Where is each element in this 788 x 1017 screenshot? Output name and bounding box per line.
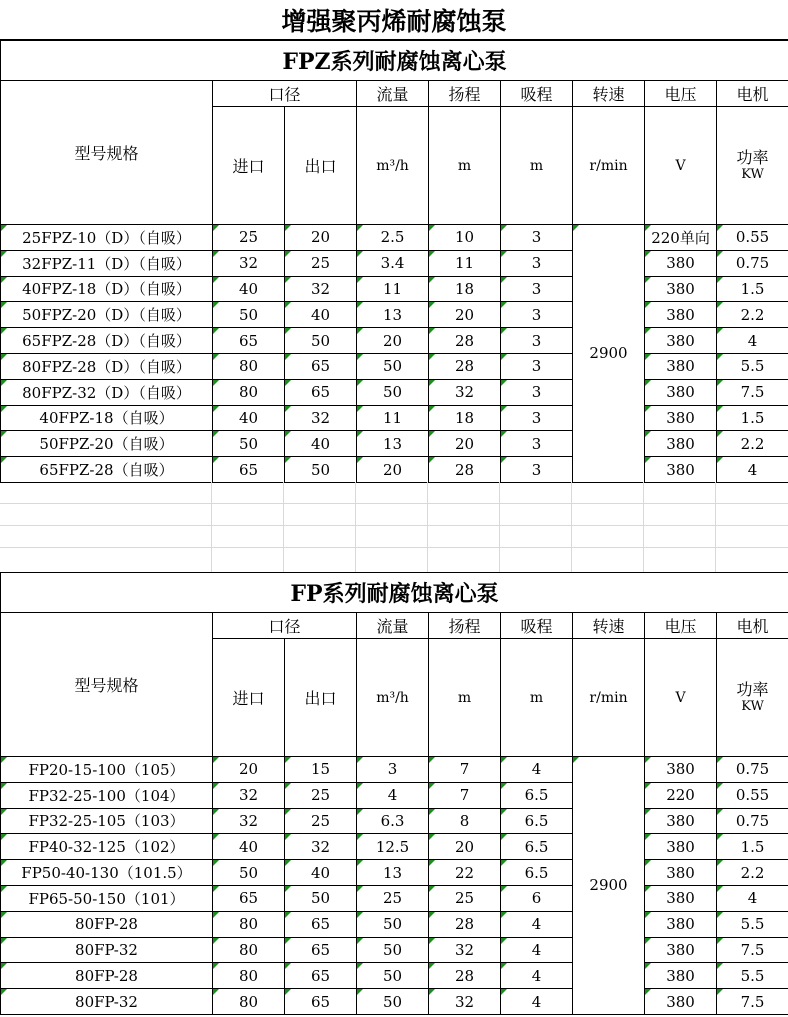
inlet-header: 进口 xyxy=(213,107,285,225)
speed-header: 转速 xyxy=(573,81,645,107)
head-cell: 7 xyxy=(429,782,501,808)
outlet-cell: 32 xyxy=(285,834,357,860)
flow-header: 流量 xyxy=(357,613,429,639)
table-row xyxy=(1,431,788,457)
model-cell: 65FPZ-28（D）（自吸） xyxy=(1,328,213,354)
motor-header: 电机 xyxy=(717,613,788,639)
power-cell: 0.55 xyxy=(717,225,788,251)
outlet-cell: 25 xyxy=(285,782,357,808)
inlet-cell: 80 xyxy=(213,379,285,405)
power-unit: KW xyxy=(741,698,764,714)
table-row xyxy=(1,353,788,379)
power-cell: 0.75 xyxy=(717,808,788,834)
inlet-cell: 80 xyxy=(213,937,285,963)
power-cell: 7.5 xyxy=(717,379,788,405)
flow-cell: 13 xyxy=(357,431,429,457)
inlet-cell: 65 xyxy=(213,885,285,911)
model-cell: FP32-25-105（103） xyxy=(1,808,213,834)
table-row xyxy=(1,302,788,328)
voltage-cell: 380 xyxy=(645,989,717,1015)
model-cell: 80FPZ-32（D）（自吸） xyxy=(1,379,213,405)
voltage-cell: 380 xyxy=(645,757,717,783)
suction-unit: m xyxy=(501,639,573,757)
suction-cell: 3 xyxy=(501,353,573,379)
flow-cell: 2.5 xyxy=(357,225,429,251)
speed-cell: 2900 xyxy=(573,225,645,483)
power-cell: 5.5 xyxy=(717,963,788,989)
power-cell: 1.5 xyxy=(717,834,788,860)
voltage-cell: 380 xyxy=(645,250,717,276)
fpz-spec-table xyxy=(0,80,788,483)
voltage-unit: V xyxy=(645,639,717,757)
outlet-cell: 65 xyxy=(285,353,357,379)
flow-cell: 25 xyxy=(357,885,429,911)
power-cell: 4 xyxy=(717,457,788,483)
voltage-cell: 380 xyxy=(645,276,717,302)
fp-spec-table xyxy=(0,612,788,1015)
voltage-cell: 380 xyxy=(645,937,717,963)
fpz-section-title: FPZ系列耐腐蚀离心泵 xyxy=(0,40,788,80)
model-cell: FP50-40-130（101.5） xyxy=(1,860,213,886)
table-row xyxy=(1,834,788,860)
voltage-cell: 380 xyxy=(645,328,717,354)
head-cell: 28 xyxy=(429,457,501,483)
suction-cell: 3 xyxy=(501,276,573,302)
model-cell: FP20-15-100（105） xyxy=(1,757,213,783)
outlet-cell: 15 xyxy=(285,757,357,783)
table-row xyxy=(1,328,788,354)
outlet-cell: 65 xyxy=(285,937,357,963)
head-cell: 11 xyxy=(429,250,501,276)
voltage-cell: 380 xyxy=(645,834,717,860)
inlet-cell: 50 xyxy=(213,431,285,457)
head-cell: 32 xyxy=(429,379,501,405)
outlet-cell: 65 xyxy=(285,379,357,405)
table-row xyxy=(1,963,788,989)
suction-cell: 4 xyxy=(501,989,573,1015)
voltage-header: 电压 xyxy=(645,81,717,107)
inlet-cell: 32 xyxy=(213,782,285,808)
suction-cell: 3 xyxy=(501,457,573,483)
inlet-header: 进口 xyxy=(213,639,285,757)
table-row xyxy=(1,860,788,886)
voltage-cell: 380 xyxy=(645,431,717,457)
flow-cell: 3.4 xyxy=(357,250,429,276)
empty-grid-area xyxy=(0,482,788,572)
caliber-header: 口径 xyxy=(213,613,357,639)
power-cell: 7.5 xyxy=(717,989,788,1015)
model-header: 型号规格 xyxy=(1,81,213,225)
model-cell: FP65-50-150（101） xyxy=(1,885,213,911)
flow-cell: 50 xyxy=(357,989,429,1015)
suction-cell: 3 xyxy=(501,431,573,457)
head-cell: 22 xyxy=(429,860,501,886)
power-cell: 5.5 xyxy=(717,353,788,379)
power-cell: 7.5 xyxy=(717,937,788,963)
suction-header: 吸程 xyxy=(501,81,573,107)
model-cell: 80FP-28 xyxy=(1,963,213,989)
head-header: 扬程 xyxy=(429,613,501,639)
inlet-cell: 50 xyxy=(213,302,285,328)
table-row xyxy=(1,937,788,963)
inlet-cell: 32 xyxy=(213,250,285,276)
head-header: 扬程 xyxy=(429,81,501,107)
model-cell: 40FPZ-18（D）（自吸） xyxy=(1,276,213,302)
inlet-cell: 40 xyxy=(213,405,285,431)
power-cell: 4 xyxy=(717,885,788,911)
suction-cell: 6 xyxy=(501,885,573,911)
suction-header: 吸程 xyxy=(501,613,573,639)
flow-cell: 3 xyxy=(357,757,429,783)
flow-cell: 20 xyxy=(357,328,429,354)
power-cell: 1.5 xyxy=(717,405,788,431)
table-row xyxy=(1,405,788,431)
suction-cell: 3 xyxy=(501,379,573,405)
voltage-cell: 380 xyxy=(645,963,717,989)
table-row xyxy=(1,276,788,302)
voltage-cell: 220 xyxy=(645,782,717,808)
fp-section-title: FP系列耐腐蚀离心泵 xyxy=(0,572,788,612)
suction-cell: 3 xyxy=(501,302,573,328)
table-row xyxy=(1,989,788,1015)
voltage-cell: 380 xyxy=(645,353,717,379)
voltage-unit: V xyxy=(645,107,717,225)
flow-cell: 11 xyxy=(357,276,429,302)
voltage-cell: 380 xyxy=(645,457,717,483)
outlet-cell: 32 xyxy=(285,405,357,431)
power-label: 功率 xyxy=(736,679,769,699)
model-cell: 32FPZ-11（D）（自吸） xyxy=(1,250,213,276)
power-cell: 1.5 xyxy=(717,276,788,302)
flow-cell: 13 xyxy=(357,302,429,328)
outlet-cell: 40 xyxy=(285,302,357,328)
power-cell: 2.2 xyxy=(717,302,788,328)
outlet-cell: 65 xyxy=(285,963,357,989)
model-cell: 80FPZ-28（D）（自吸） xyxy=(1,353,213,379)
model-cell: FP40-32-125（102） xyxy=(1,834,213,860)
outlet-cell: 40 xyxy=(285,860,357,886)
power-cell: 2.2 xyxy=(717,860,788,886)
inlet-cell: 25 xyxy=(213,225,285,251)
outlet-cell: 50 xyxy=(285,328,357,354)
inlet-cell: 80 xyxy=(213,353,285,379)
suction-cell: 6.5 xyxy=(501,782,573,808)
speed-header: 转速 xyxy=(573,613,645,639)
table-row xyxy=(1,457,788,483)
flow-cell: 50 xyxy=(357,937,429,963)
model-header: 型号规格 xyxy=(1,613,213,757)
power-cell: 2.2 xyxy=(717,431,788,457)
suction-cell: 3 xyxy=(501,405,573,431)
outlet-header: 出口 xyxy=(285,639,357,757)
outlet-cell: 50 xyxy=(285,885,357,911)
voltage-cell: 380 xyxy=(645,379,717,405)
power-header xyxy=(717,107,788,225)
caliber-header: 口径 xyxy=(213,81,357,107)
head-unit: m xyxy=(429,639,501,757)
model-cell: 40FPZ-18（自吸） xyxy=(1,405,213,431)
flow-cell: 50 xyxy=(357,353,429,379)
main-title: 增强聚丙烯耐腐蚀泵 xyxy=(0,0,788,40)
motor-header: 电机 xyxy=(717,81,788,107)
voltage-cell: 380 xyxy=(645,302,717,328)
head-cell: 25 xyxy=(429,885,501,911)
power-cell: 5.5 xyxy=(717,911,788,937)
speed-cell: 2900 xyxy=(573,757,645,1015)
table-row xyxy=(1,911,788,937)
flow-cell: 4 xyxy=(357,782,429,808)
table-row xyxy=(1,379,788,405)
voltage-cell: 380 xyxy=(645,405,717,431)
model-cell: 80FP-32 xyxy=(1,989,213,1015)
head-cell: 20 xyxy=(429,834,501,860)
voltage-cell: 220单向 xyxy=(645,225,717,251)
suction-unit: m xyxy=(501,107,573,225)
inlet-cell: 65 xyxy=(213,457,285,483)
flow-cell: 11 xyxy=(357,405,429,431)
suction-cell: 4 xyxy=(501,757,573,783)
suction-cell: 4 xyxy=(501,911,573,937)
model-cell: 80FP-28 xyxy=(1,911,213,937)
flow-cell: 12.5 xyxy=(357,834,429,860)
head-cell: 20 xyxy=(429,431,501,457)
flow-cell: 50 xyxy=(357,963,429,989)
flow-cell: 50 xyxy=(357,379,429,405)
outlet-cell: 50 xyxy=(285,457,357,483)
table-row xyxy=(1,250,788,276)
power-cell: 0.75 xyxy=(717,250,788,276)
outlet-cell: 20 xyxy=(285,225,357,251)
head-cell: 32 xyxy=(429,937,501,963)
outlet-cell: 25 xyxy=(285,250,357,276)
table-row xyxy=(1,885,788,911)
head-cell: 28 xyxy=(429,911,501,937)
suction-cell: 6.5 xyxy=(501,808,573,834)
outlet-header: 出口 xyxy=(285,107,357,225)
inlet-cell: 80 xyxy=(213,911,285,937)
voltage-cell: 380 xyxy=(645,885,717,911)
outlet-cell: 40 xyxy=(285,431,357,457)
head-cell: 20 xyxy=(429,302,501,328)
table-row xyxy=(1,808,788,834)
table-row xyxy=(1,757,788,783)
voltage-cell: 380 xyxy=(645,808,717,834)
suction-cell: 3 xyxy=(501,328,573,354)
model-cell: 25FPZ-10（D）（自吸） xyxy=(1,225,213,251)
flow-cell: 50 xyxy=(357,911,429,937)
flow-cell: 13 xyxy=(357,860,429,886)
speed-unit: r/min xyxy=(573,107,645,225)
inlet-cell: 32 xyxy=(213,808,285,834)
inlet-cell: 20 xyxy=(213,757,285,783)
head-cell: 10 xyxy=(429,225,501,251)
model-cell: 80FP-32 xyxy=(1,937,213,963)
head-cell: 28 xyxy=(429,353,501,379)
model-cell: 50FPZ-20（D）（自吸） xyxy=(1,302,213,328)
flow-cell: 20 xyxy=(357,457,429,483)
inlet-cell: 40 xyxy=(213,834,285,860)
power-header xyxy=(717,639,788,757)
power-label: 功率 xyxy=(736,147,769,167)
inlet-cell: 50 xyxy=(213,860,285,886)
power-cell: 0.75 xyxy=(717,757,788,783)
flow-unit: m³/h xyxy=(357,639,429,757)
flow-unit: m³/h xyxy=(357,107,429,225)
model-cell: FP32-25-100（104） xyxy=(1,782,213,808)
outlet-cell: 65 xyxy=(285,911,357,937)
inlet-cell: 40 xyxy=(213,276,285,302)
suction-cell: 6.5 xyxy=(501,860,573,886)
inlet-cell: 65 xyxy=(213,328,285,354)
voltage-cell: 380 xyxy=(645,860,717,886)
head-cell: 28 xyxy=(429,963,501,989)
head-unit: m xyxy=(429,107,501,225)
table-row xyxy=(1,782,788,808)
head-cell: 32 xyxy=(429,989,501,1015)
power-cell: 0.55 xyxy=(717,782,788,808)
head-cell: 18 xyxy=(429,276,501,302)
suction-cell: 4 xyxy=(501,963,573,989)
head-cell: 7 xyxy=(429,757,501,783)
flow-cell: 6.3 xyxy=(357,808,429,834)
model-cell: 65FPZ-28（自吸） xyxy=(1,457,213,483)
model-cell: 50FPZ-20（自吸） xyxy=(1,431,213,457)
suction-cell: 3 xyxy=(501,250,573,276)
suction-cell: 4 xyxy=(501,937,573,963)
speed-unit: r/min xyxy=(573,639,645,757)
suction-cell: 3 xyxy=(501,225,573,251)
flow-header: 流量 xyxy=(357,81,429,107)
table-row xyxy=(1,225,788,251)
power-cell: 4 xyxy=(717,328,788,354)
voltage-cell: 380 xyxy=(645,911,717,937)
outlet-cell: 32 xyxy=(285,276,357,302)
inlet-cell: 80 xyxy=(213,963,285,989)
inlet-cell: 80 xyxy=(213,989,285,1015)
voltage-header: 电压 xyxy=(645,613,717,639)
suction-cell: 6.5 xyxy=(501,834,573,860)
outlet-cell: 65 xyxy=(285,989,357,1015)
head-cell: 18 xyxy=(429,405,501,431)
head-cell: 28 xyxy=(429,328,501,354)
head-cell: 8 xyxy=(429,808,501,834)
outlet-cell: 25 xyxy=(285,808,357,834)
power-unit: KW xyxy=(741,166,764,182)
